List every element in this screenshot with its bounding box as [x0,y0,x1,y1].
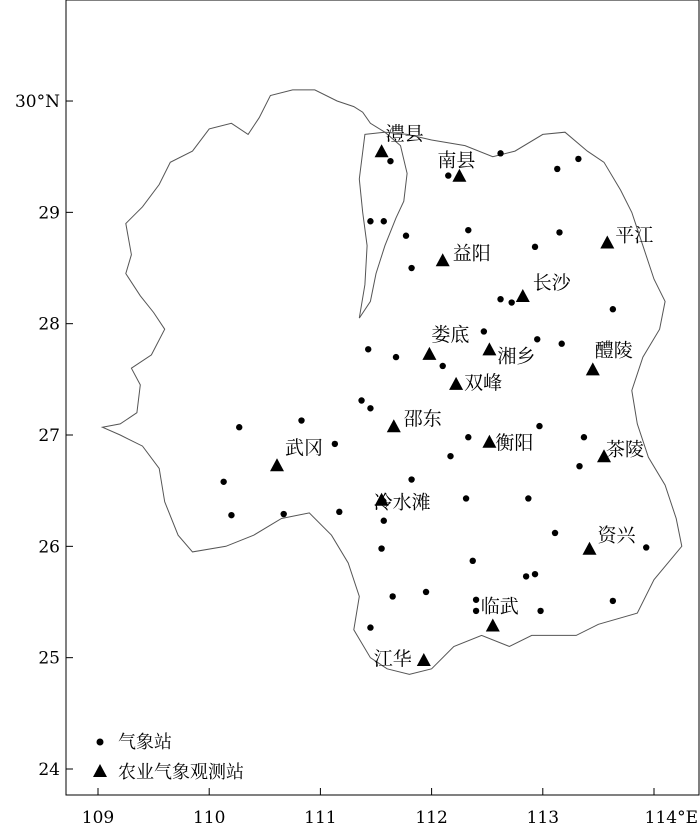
met-station-dot [465,227,471,233]
met-station-dot [508,299,514,305]
agro-station-label: 娄底 [431,323,470,346]
met-station-dot [381,218,387,224]
met-station-dot [532,571,538,577]
agro-station-label: 澧县 [385,123,424,146]
agro-station-label: 南县 [437,149,476,172]
met-station-dot [408,476,414,482]
y-tick-label: 27 [38,426,60,447]
met-station-dot [576,463,582,469]
legend-met-symbol [97,739,104,746]
met-station-dot [281,511,287,517]
met-station-dot [463,495,469,501]
met-station-dot [423,589,429,595]
met-station-dot [378,545,384,551]
agro-station-label: 长沙 [532,272,571,294]
legend-agro-label: 农业气象观测站 [118,762,244,783]
x-tick-label: 112 [415,808,448,828]
x-tick-label: 113 [526,808,560,828]
met-station-dot [381,518,387,524]
met-station-dot [525,495,531,501]
met-station-dot [465,434,471,440]
x-tick-label: 109 [81,808,115,828]
met-station-dot [358,397,364,403]
province-layer [102,90,681,675]
met-station-dot [575,156,581,162]
met-station-dot [534,336,540,342]
met-station-dot [389,593,395,599]
met-station-dot [556,229,562,235]
met-station-dot [552,530,558,536]
met-station-dot [220,479,226,485]
met-station-dot [408,265,414,271]
y-tick-label: 25 [38,648,60,669]
agro-station-label: 醴陵 [594,339,633,362]
met-station-dot [497,150,503,156]
y-tick-label: 28 [38,314,60,335]
met-station-dot [497,296,503,302]
met-station-dot [367,405,373,411]
y-tick-label: 29 [38,203,60,224]
met-station-dot [440,363,446,369]
met-station-dot [554,166,560,172]
met-station-dot [532,244,538,250]
y-tick-label: 24 [38,760,60,780]
x-tick-label: 111 [304,808,337,828]
met-station-dot [473,597,479,603]
met-station-dot [470,558,476,564]
agro-station-label: 江华 [373,648,412,670]
met-station-dot [336,509,342,515]
agro-station-label: 临武 [480,595,519,618]
met-station-dot [298,417,304,423]
met-station-dot [447,453,453,459]
met-station-dot [445,172,451,178]
agro-station-label: 衡阳 [495,431,534,454]
agro-station-label: 双峰 [464,371,503,394]
agro-station-label: 茶陵 [606,438,645,461]
agro-station-label: 湘乡 [497,345,536,368]
met-station-dot [537,608,543,614]
met-station-dot [643,544,649,550]
met-station-dot [523,573,529,579]
met-station-dot [367,218,373,224]
x-tick-label: 110 [192,808,226,828]
met-station-dot [365,346,371,352]
met-station-dot [473,608,479,614]
met-station-dot [536,423,542,429]
met-station-dot [367,624,373,630]
met-station-dot [610,598,616,604]
legend-agro-symbol [93,764,107,777]
agro-station-label: 益阳 [452,242,491,265]
met-station-dot [236,424,242,430]
agro-station-label: 冷水滩 [373,491,431,514]
legend [93,732,244,783]
met-station-dot [581,434,587,440]
y-tick-label: 30°N [14,92,60,113]
agro-station-label: 邵东 [403,408,442,431]
agro-station-label: 资兴 [597,524,636,547]
y-tick-label: 26 [38,537,60,558]
met-station-dot [228,512,234,518]
met-station-dot [403,233,409,239]
agro-station-label: 平江 [615,224,654,247]
met-station-dot [393,354,399,360]
met-station-dot [481,328,487,334]
met-station-dot [332,441,338,447]
agro-station-label: 武冈 [285,437,324,460]
met-station-dot [610,306,616,312]
legend-met-label: 气象站 [118,732,172,753]
x-tick-label: 114°E [644,808,698,828]
met-station-dot [559,341,565,347]
met-station-dot [387,158,393,164]
